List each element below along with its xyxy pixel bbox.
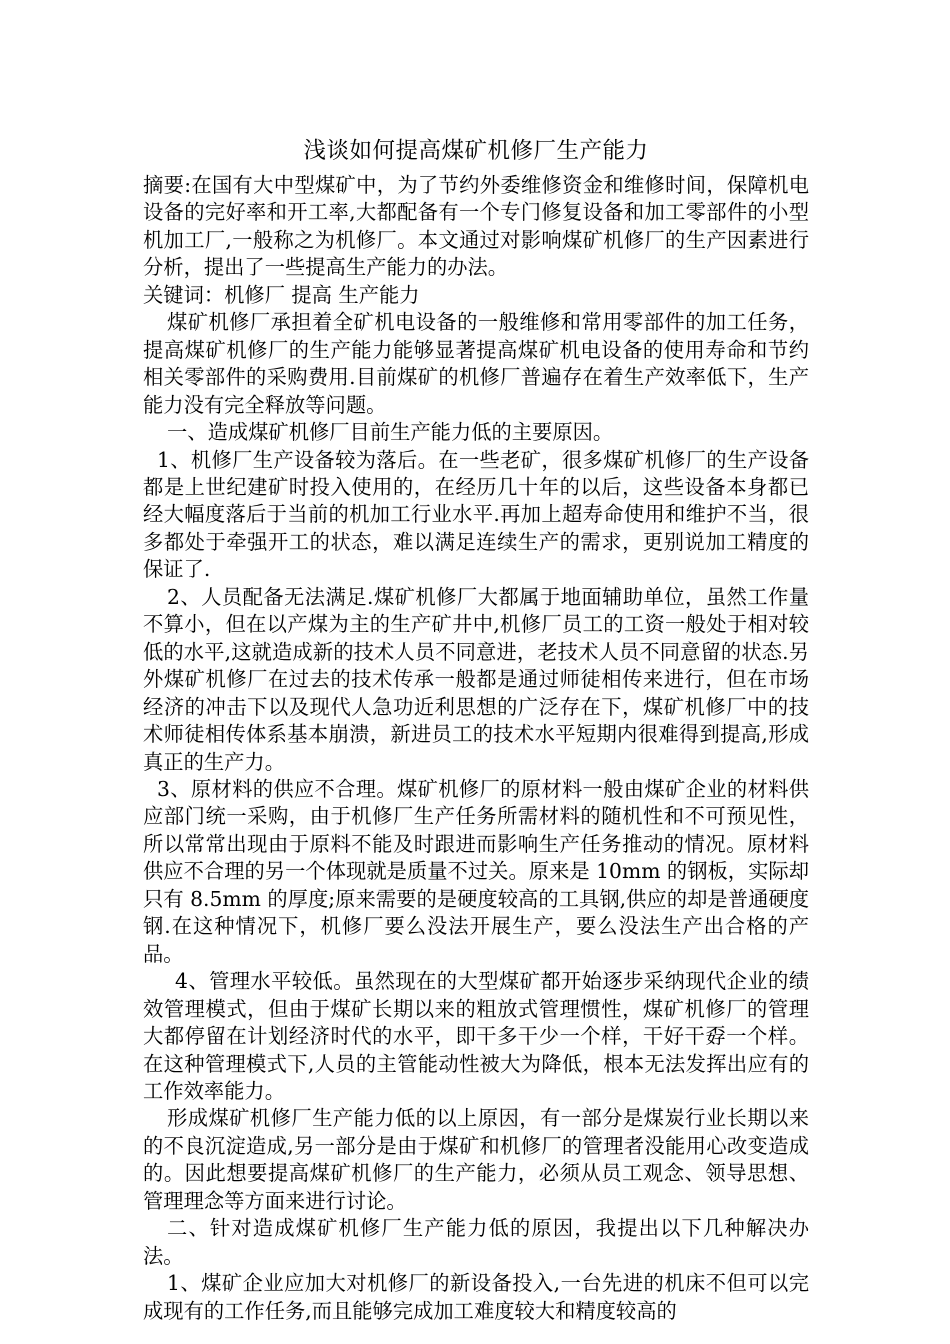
section-heading-causes: 一、造成煤矿机修厂目前生产能力低的主要原因。 [167, 420, 614, 445]
cause-paragraph-equipment: 1、机修厂生产设备较为落后。在一些老矿，很多煤矿机修厂的生产设备都是上世纪建矿时投入使用的，在经历几十年的以后，这些设备本身都已经大幅度落后于当前的机加工行业水平.再加上超寿命使用和维护不当，很多都处于牵强开工的状态，难以满足连续生产的需求，更别说加工精度的保证了. [143, 447, 809, 582]
cause-paragraph-management: 4、管理水平较低。虽然现在的大型煤矿都开始逐步采纳现代企业的绩效管理模式，但由于煤矿长期以来的粗放式管理惯性，煤矿机修厂的管理大都停留在计划经济时代的水平，即干多干少一个样，干好干孬一个样。在这种管理模式下,人员的主管能动性被大为降低，根本无法发挥出应有的工作效率能力。 [143, 969, 809, 1103]
abstract-paragraph: 摘要:在国有大中型煤矿中，为了节约外委维修资金和维修时间，保障机电设备的完好率和开工率,大都配备有一个专门修复设备和加工零部件的小型机加工厂,一般称之为机修厂。本文通过对影响煤矿机修厂的生产因素进行分析，提出了一些提高生产能力的办法。 [143, 173, 809, 280]
intro-paragraph: 煤矿机修厂承担着全矿机电设备的一般维修和常用零部件的加工任务，提高煤矿机修厂的生产能力能够显著提高煤矿机电设备的使用寿命和节约相关零部件的采购费用.目前煤矿的机修厂普遍存在着生产效率低下，生产能力没有完全释放等问题。 [143, 310, 809, 417]
keywords-line: 关键词：机修厂 提高 生产能力 [143, 282, 420, 307]
cause-paragraph-staffing: 2、人员配备无法满足.煤矿机修厂大都属于地面辅助单位，虽然工作量不算小，但在以产煤为主的生产矿井中,机修厂员工的工资一般处于相对较低的水平,这就造成新的技术人员不同意进，老技术人员不同意留的状态.另外煤矿机修厂在过去的技术传承一般都是通过师徒相传来进行，但在市场经济的冲击下以及现代人急功近利思想的广泛存在下，煤矿机修厂中的技术师徒相传体系基本崩溃，新进员工的技术水平短期内很难得到提高,形成真正的生产力。 [143, 584, 809, 774]
document-body [143, 132, 809, 1325]
section-heading-solutions: 二、针对造成煤矿机修厂生产能力低的原因，我提出以下几种解决办法。 [143, 1216, 809, 1268]
cause-paragraph-materials: 3、原材料的供应不合理。煤矿机修厂的原材料一般由煤矿企业的材料供应部门统一采购，由于机修厂生产任务所需材料的随机性和不可预见性，所以常常出现由于原料不能及时跟进而影响生产任务推动的情况。原材料供应不合理的另一个体现就是质量不过关。原来是 10mm 的钢板，实际却只有 8.5mm 的厚度;原来需要的是硬度较高的工具钢,供应的却是普通硬度钢.在这种情况下，机修厂要么没法开展生产，要么没法生产出合格的产品。 [143, 776, 809, 966]
summary-paragraph: 形成煤矿机修厂生产能力低的以上原因，有一部分是煤炭行业长期以来的不良沉淀造成,另一部分是由于煤矿和机修厂的管理者没能用心改变造成的。因此想要提高煤矿机修厂的生产能力，必须从员工观念、领导思想、管理理念等方面来进行讨论。 [143, 1106, 809, 1213]
document-title: 浅谈如何提高煤矿机修厂生产能力 [303, 138, 649, 164]
solution-paragraph-equipment: 1、煤矿企业应加大对机修厂的新设备投入,一台先进的机床不但可以完成现有的工作任务,而且能够完成加工难度较大和精度较高的 [143, 1271, 809, 1323]
